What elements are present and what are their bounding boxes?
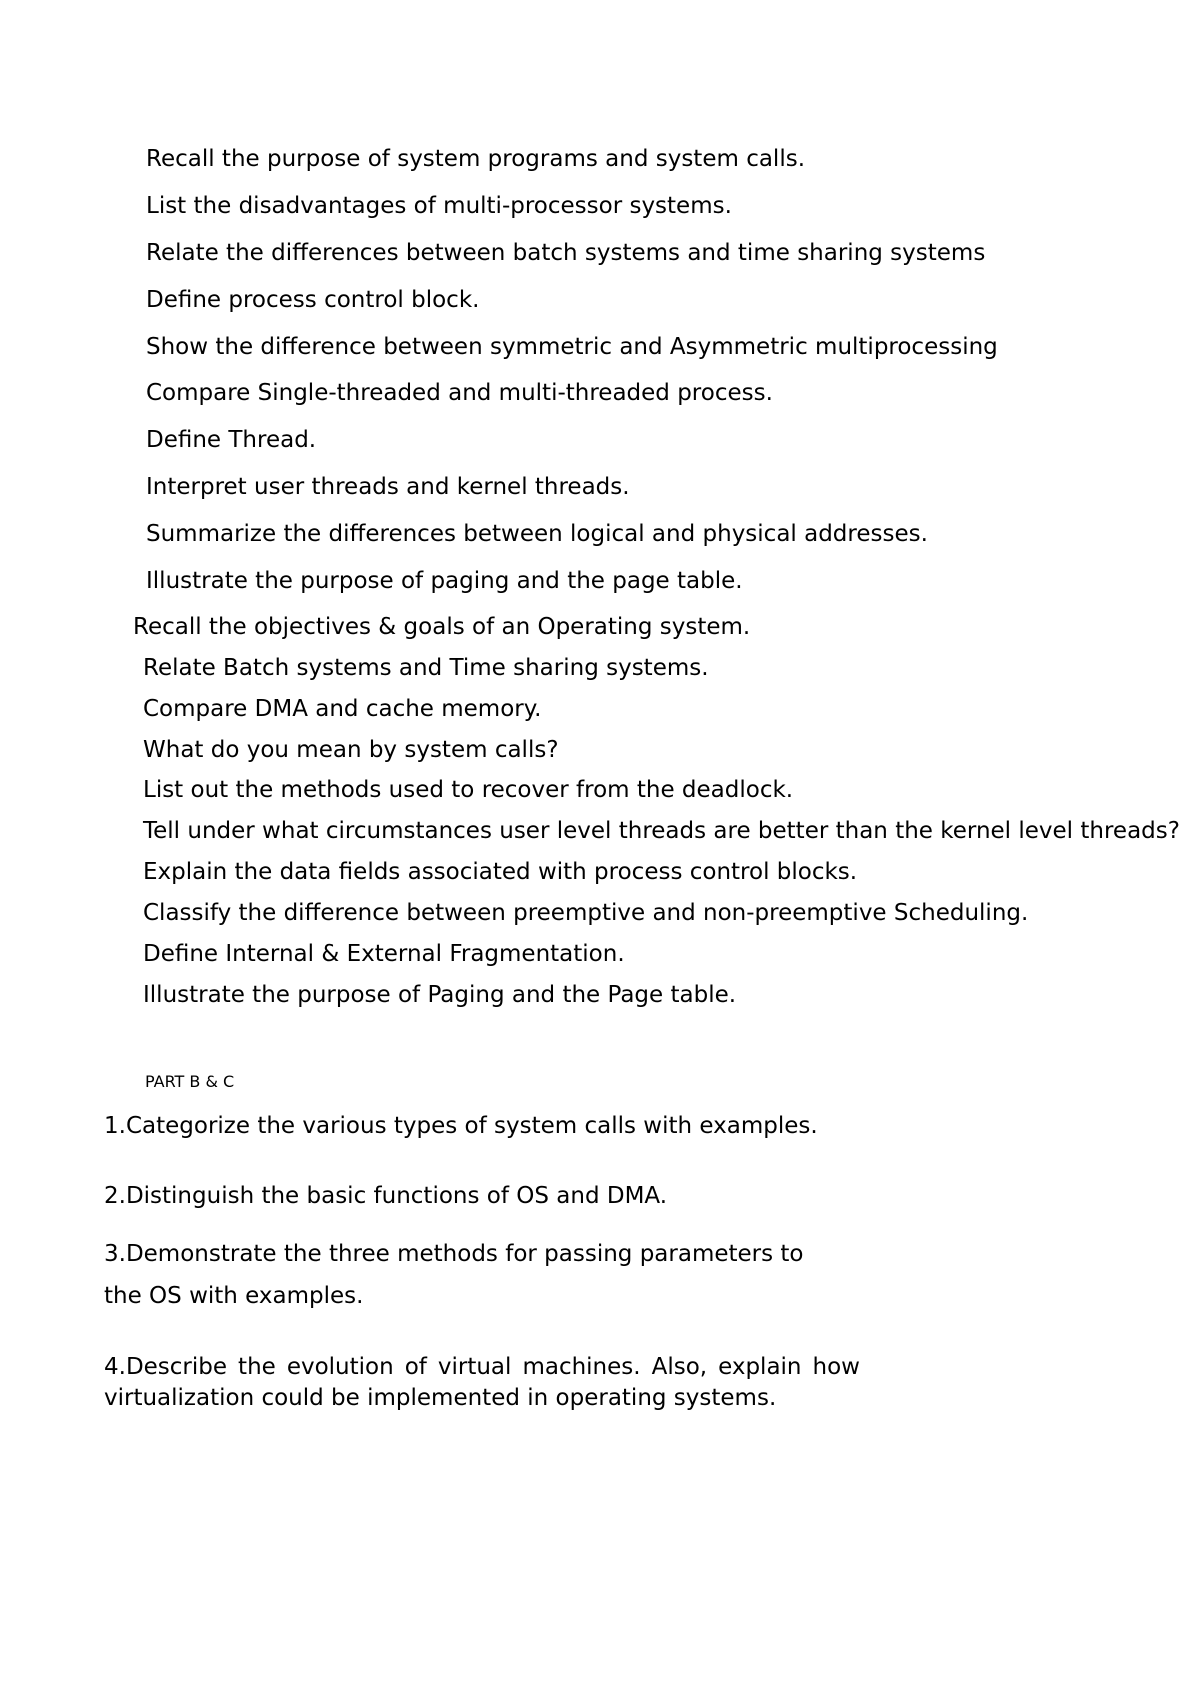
part-a-item: Relate Batch systems and Time sharing systems.: [143, 655, 709, 681]
part-a-item: Compare Single-threaded and multi-threaded process.: [146, 380, 773, 406]
part-a-item: Recall the purpose of system programs and system calls.: [146, 146, 806, 172]
question-3-line-1: 3.Demonstrate the three methods for passing parameters to: [104, 1241, 804, 1267]
part-a-item: Relate the differences between batch systems and time sharing systems: [146, 240, 986, 266]
part-a-item: List out the methods used to recover from the deadlock.: [143, 777, 794, 803]
part-a-item: Compare DMA and cache memory.: [143, 696, 542, 722]
part-a-item: Define Thread.: [146, 427, 317, 453]
part-a-item: Explain the data fields associated with process control blocks.: [143, 859, 858, 885]
question-2: 2.Distinguish the basic functions of OS and DMA.: [104, 1183, 668, 1209]
part-a-item: Summarize the differences between logical and physical addresses.: [146, 521, 928, 547]
part-a-item: What do you mean by system calls?: [143, 737, 559, 763]
part-a-item: Illustrate the purpose of paging and the page table.: [146, 568, 743, 594]
part-a-item: Define process control block.: [146, 287, 480, 313]
part-a-item: Define Internal & External Fragmentation.: [143, 941, 625, 967]
question-4: 4.Describe the evolution of virtual machines. Also, explain how virtualization could be implemented in operating systems.: [104, 1354, 860, 1411]
part-a-item: Recall the objectives & goals of an Operating system.: [133, 614, 751, 640]
part-a-item: List the disadvantages of multi-processor systems.: [146, 193, 732, 219]
part-a-item: Show the difference between symmetric and Asymmetric multiprocessing: [146, 334, 998, 360]
part-a-item: Tell under what circumstances user level threads are better than the kernel level threads?: [143, 818, 1180, 844]
section-heading: PART B & C: [145, 1072, 235, 1091]
part-a-item: Classify the difference between preemptive and non-preemptive Scheduling.: [143, 900, 1029, 926]
question-1: 1.Categorize the various types of system calls with examples.: [104, 1113, 818, 1139]
part-a-item: Illustrate the purpose of Paging and the Page table.: [143, 982, 737, 1008]
question-3-line-2: the OS with examples.: [104, 1283, 364, 1309]
part-a-item: Interpret user threads and kernel threads.: [146, 474, 630, 500]
